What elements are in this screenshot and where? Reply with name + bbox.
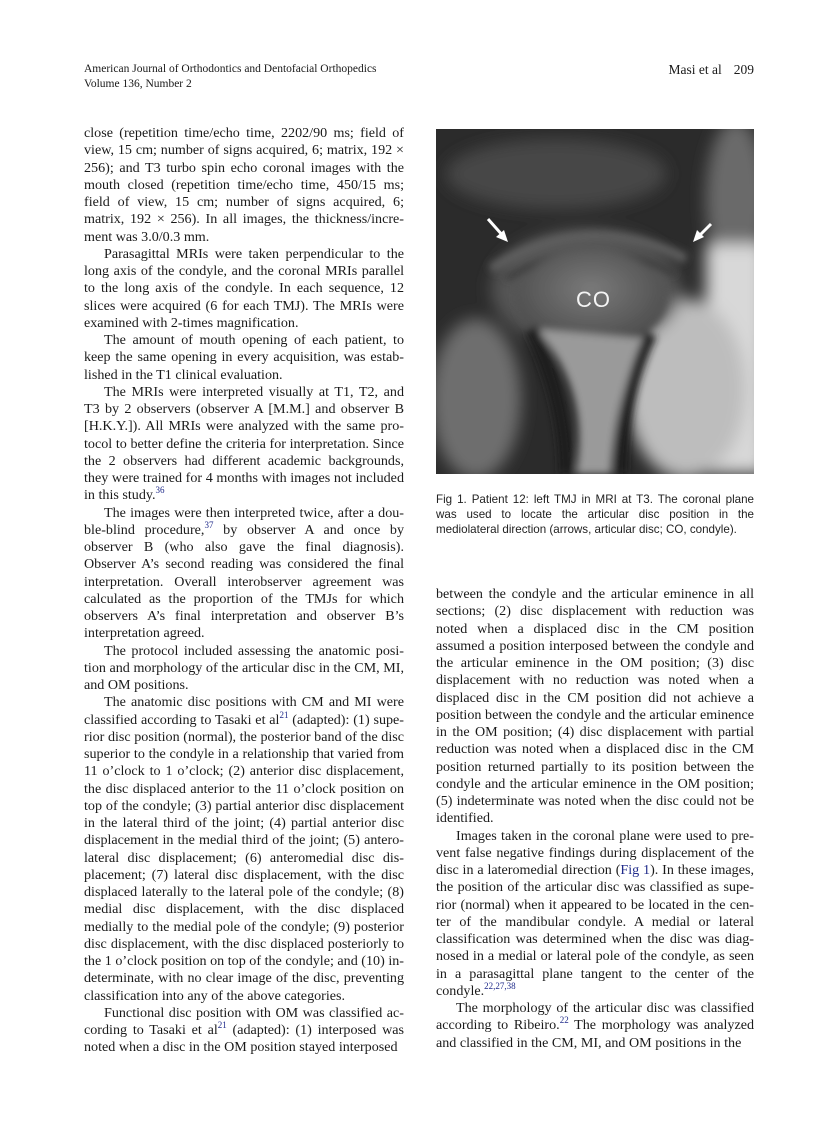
paragraph-text: The images were then interpreted twice, after a double-blind procedure,: [84, 504, 404, 538]
paragraph: The protocol included assessing the anatomic position and morphology of the articular disc in the CM, MI, and OM positions.: [84, 642, 404, 693]
paragraph: between the condyle and the articular eminence in all sections; (2) disc displacement with reduction was noted when a displaced disc in the CM position assumed a position interposed between the condyle and the articular eminence in the OM position; (3) disc displacement with no reduction was noted when a displaced disc in the CM position did not achieve a position between the condyle and the articular eminence in the OM position; (4) disc displacement with partial reduction was noted when a displaced disc in the CM position returned partially to its position between the condyle and the articular eminence in the OM position; (5) indeterminate was noted when the disc could not be identified.: [436, 586, 754, 827]
paragraph-text: (adapted): (1) interposed was noted when a disc in the OM position stayed interposed: [84, 1022, 404, 1056]
figure-caption: Fig 1. Patient 12: left TMJ in MRI at T3. The coronal plane was used to locate the articular disc position in the mediolateral direction (arrows, articular disc; CO, condyle).: [436, 493, 754, 537]
page-info: [657, 62, 755, 77]
reference-link[interactable]: 37: [204, 519, 214, 530]
paragraph: [84, 1005, 404, 1057]
author-running-title: Masi et al: [668, 62, 722, 77]
reference-link[interactable]: 21: [279, 709, 289, 720]
page-number: 209: [733, 62, 754, 77]
reference-link[interactable]: 22,27,38: [484, 980, 516, 991]
paragraph: [84, 694, 404, 1005]
paragraph-text: Functional disc position with OM was classified according to Tasaki et al: [84, 1004, 404, 1038]
paragraph-text: Images taken in the coronal plane were used to prevent false negative findings during displacement of the disc in a lateromedial direction (: [436, 827, 754, 878]
paragraph: Parasagittal MRIs were taken perpendicular to the long axis of the condyle, and the coronal MRIs parallel to the long axis of the condyle. In each sequence, 12 slices were acquired (6 for each TMJ). The MRIs were examined with 2-times magnification.: [84, 245, 404, 331]
paragraph: [84, 505, 404, 643]
condyle-label: CO: [576, 287, 611, 312]
paragraph-text: The morphology of the articular disc was classified according to Ribeiro.: [436, 1000, 754, 1034]
paragraph: close (repetition time/echo time, 2202/90 ms; field of view, 15 cm; number of signs acquired, 6; matrix, 192 × 256); and T3 turbo spin echo coronal images with the mouth closed (repetition time/echo time, 450/15 ms; field of view, 15 cm; number of signs acquired, 6; matrix, 192 × 256). In all images, the thickness/increment was 3.0/0.3 mm.: [84, 125, 404, 245]
paragraph-text: The MRIs were interpreted visually at T1, T2, and T3 by 2 observers (observer A [M.M.] and observer B [H.K.Y.]). All MRIs were analyzed with the same protocol to better define the criteria for interpretation. Since the 2 observers had different academic backgrounds, they were trained for 4 months with images not included in this study.: [84, 383, 404, 504]
paragraph-text: by observer A and once by observer B (who also gave the final diagnosis). Observer A’s second reading was considered the final interpretation. Overall interobserver agreement was calculated as the proportion of the TMJs for which observers A’s final interpretation and observer B’s interpretation agreed.: [84, 521, 404, 642]
paragraph: [84, 384, 404, 505]
figure-link[interactable]: Fig 1: [620, 862, 651, 878]
reference-link[interactable]: 36: [155, 485, 165, 496]
journal-info: [84, 62, 377, 92]
mri-figure: [436, 129, 754, 474]
reference-link[interactable]: 21: [217, 1020, 227, 1030]
paragraph-text: ). In these images, the position of the articular disc was classified as superior (normal) when it appeared to be located in the center of the mandibular condyle. A medial or lateral classification was determined when the disc was diagnosed in a medial or lateral pole of the condyle, as seen in a parasagittal plane tangent to the center of the condyle.: [436, 862, 754, 999]
reference-link[interactable]: 22: [559, 1015, 569, 1026]
paragraph: [436, 1000, 754, 1052]
left-column: [84, 125, 404, 1057]
paragraph: The amount of mouth opening of each patient, to keep the same opening in every acquisition, was established in the T1 clinical evaluation.: [84, 332, 404, 383]
paragraph-text: (adapted): (1) superior disc position (normal), the posterior band of the disc superior to the condyle in a relationship that varied from 11 o’clock to 1 o’clock; (2) anterior disc displacement, the disc displaced anterior to the 11 o’clock position on top of the condyle; (3) partial anterior disc displacement in the lateral third of the joint; (4) partial anterior disc displacement in the medial third of the joint; (5) anterolateral disc displacement; (6) anteromedial disc displacement; (7) lateral disc displacement, with the disc displaced laterally to the lateral pole of the condyle; (8) medial disc displacement, with the disc displaced medially to the medial pole of the condyle; (9) posterior disc displacement, with the disc displaced posteriorly to the 1 o’clock position on top of the condyle; and (10) indeterminate, with no clear image of the disc, preventing classification into any of the above categories.: [84, 711, 404, 1004]
paragraph: [436, 828, 754, 1001]
right-column: [436, 586, 754, 1052]
paragraph-text: The anatomic disc positions with CM and MI were classified according to Tasaki et al: [84, 694, 404, 728]
journal-title: American Journal of Orthodontics and Dentofacial Orthopedics: [84, 63, 377, 75]
paragraph-text: The morphology was analyzed and classified in the CM, MI, and OM positions in the: [436, 1017, 754, 1051]
journal-volume: Volume 136, Number 2: [84, 78, 192, 90]
